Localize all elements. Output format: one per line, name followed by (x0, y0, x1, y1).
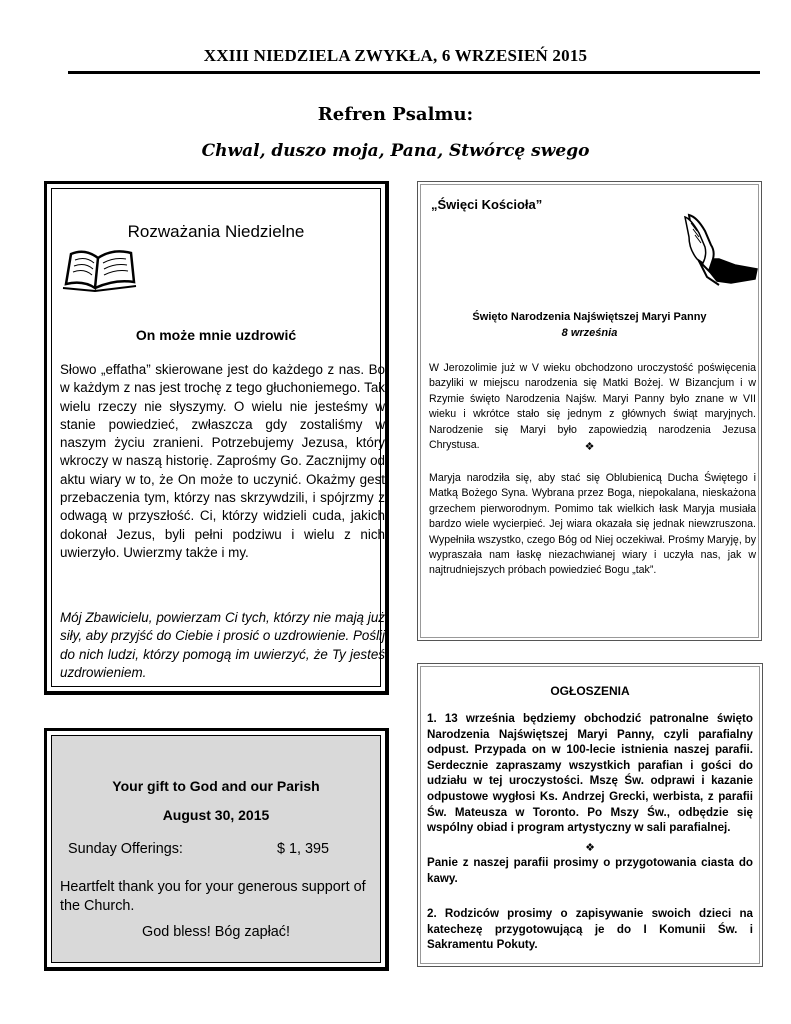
bulletin-title: XXIII NIEDZIELA ZWYKŁA, 6 WRZESIEŃ 2015 (203, 46, 588, 65)
reflection-title: Rozważania Niedzielne (127, 222, 305, 241)
announcement-item: 1. 13 września będziemy obchodzić patronalne święto Narodzenia Najświętszej Maryi Panny, czyli parafialny odpust. Przypada on w 100-lecie istnienia naszej parafii. Serdecznie zapraszamy wszystkich parafian i gości do udziału w tej uroczystości. Mszę Św. odprawi i kazanie odpustowe wygłosi Ks. Andrzej Grecki, werbista, z parafii Św. Mateusza w Toronto. Po Mszy Św., odbędzie się wspólny obiad i program artystyczny w sali parafialnej. (427, 712, 753, 835)
reflection-box (44, 181, 389, 695)
gift-date: August 30, 2015 (162, 807, 270, 823)
diamond-divider-icon: ❖ (585, 842, 595, 854)
reflection-subtitle: On może mnie uzdrowić (135, 327, 297, 343)
feast-date: 8 września (561, 327, 618, 339)
open-book-icon (61, 244, 139, 292)
psalm-heading: Refren Psalmu: (317, 104, 474, 125)
offerings-value: $ 1, 395 (277, 841, 330, 857)
reflection-body: Słowo „effatha” skierowane jest do każdego z nas. Bo w każdym z nas jest trochę z tego głuchoniemego. Tak wielu rzeczy nie słyszymy. O wielu nie jesteśmy w stanie powiedzieć, zwłaszcza gdy zostaliśmy w naszym życiu zranieni. Potrzebujemy Jezusa, który wkroczy w naszą historię. Zaprośmy Go. Zacznijmy od aktu wiary w to, że On może to uczynić. Okażmy gest przebaczenia tym, którzy nas skrzywdzili, i spójrzmy z odwagą w przyszłość. Ci, którzy widzieli cuda, jakich dokonał Jezus, byli pełni podziwu i wielu z nich uwierzyło. Uwierzmy także i my. (60, 362, 385, 560)
saints-paragraph: W Jerozolimie już w V wieku obchodzono uroczystość poświęcenia bazyliki w miejscu narodzenia się Matki Bożej. W Bizancjum i w Rzymie święto Narodzenia Najśw. Maryi Panny było znane w VII wieku i wkrótce stało się jednym z głównych świąt maryjnych. Narodzenie się Maryi było zapowiedzią narodzenia Jezusa Chrystusa. (429, 362, 756, 452)
gift-blessing: God bless! Bóg zapłać! (142, 924, 290, 940)
announcement-item: Panie z naszej parafii prosimy o przygotowania ciasta do kawy. (427, 856, 753, 885)
gift-title: Your gift to God and our Parish (112, 778, 320, 794)
feast-title: Święto Narodzenia Najświętszej Maryi Panny (472, 311, 707, 323)
gift-box (44, 728, 389, 971)
saints-box (417, 181, 762, 641)
announcements-box (417, 663, 763, 967)
announcement-item: 2. Rodziców prosimy o zapisywanie swoich dzieci na katechezę przygotowującą je do I Komunii Św. i Sakramentu Pokuty. (427, 907, 753, 952)
offerings-label: Sunday Offerings: (68, 841, 183, 857)
psalm-refrain: Chwal, duszo moja, Pana, Stwórcę swego (201, 141, 590, 161)
announcements-title: OGŁOSZENIA (550, 684, 630, 698)
saints-paragraph: Maryja narodziła się, aby stać się Oblubienicą Ducha Świętego i Matką Bożego Syna. Wybrana przez Boga, niepokalana, nieskażona grzechem pierworodnym. Pomimo tak wielkich łask Maryja musiała bardzo wiele wycierpieć. Jej wiara okazała się jednak niewzruszona. Wypełniła wszystko, czego Bóg od Niej oczekiwał. Prośmy Maryję, by wypraszała nam łaskę niezachwianej wiary i uczyła nas, jak w najtrudniejszych próbach powiedzieć Bogu „tak”. (429, 472, 756, 577)
gift-thanks: Heartfelt thank you for your generous support of the Church. (60, 879, 366, 914)
reflection-prayer: Mój Zbawicielu, powierzam Ci tych, którzy nie mają już siły, aby przyjść do Ciebie i prosić o uzdrowienie. Poślij do nich ludzi, którzy pomogą im uwierzyć, że Ty jesteś uzdrowieniem. (60, 610, 385, 680)
saints-title: „Święci Kościoła” (431, 197, 543, 212)
header-rule (68, 71, 760, 74)
diamond-divider-icon: ❖ (584, 441, 595, 453)
praying-hands-icon (671, 211, 761, 291)
